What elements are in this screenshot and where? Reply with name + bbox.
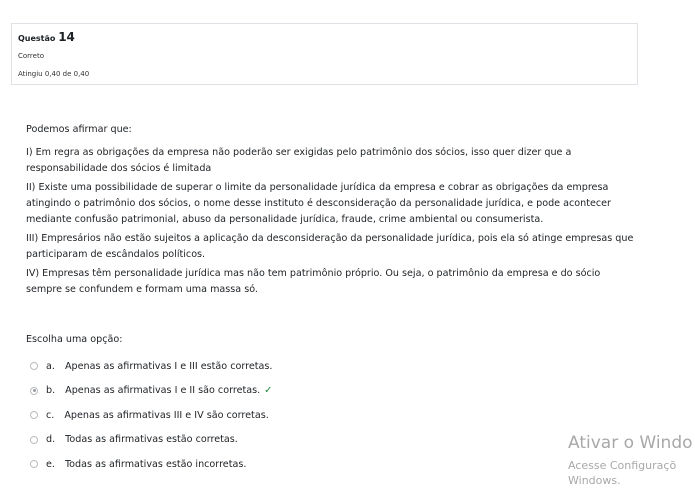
- question-label: Questão: [18, 34, 56, 43]
- option-c[interactable]: [30, 407, 273, 423]
- radio-e[interactable]: [30, 460, 38, 468]
- radio-a[interactable]: [30, 362, 38, 370]
- statement-4: IV) Empresas têm personalidade jurídica mas não tem patrimônio próprio. Ou seja, o patrimônio da empresa e do sócio sempre se confundem e formam uma massa só.: [26, 268, 601, 295]
- option-letter: a.: [46, 360, 55, 372]
- watermark-title: Ativar o Windo: [568, 433, 693, 453]
- option-text: Todas as afirmativas estão incorretas.: [64, 458, 247, 470]
- watermark-line-2: Windows.: [568, 474, 621, 487]
- question-info-box: [11, 23, 638, 85]
- statement-3: III) Empresários não estão sujeitos a aplicação da desconsideração da personalidade jurídica, pois ela só atinge empresas que participaram de escândalos políticos.: [26, 233, 634, 260]
- option-text: Apenas as afirmativas I e II são corretas.: [65, 385, 261, 396]
- statement-2: II) Existe uma possibilidade de superar o limite da personalidade jurídica da empresa e cobrar as obrigações da empresa atingindo o patrimônio dos sócios, o nome desse instituto é desconsideração da personalidade jurídica, e pode acontecer mediante confusão patrimonial, abuso da personalidade jurídica, fraude, crime ambiental ou consumerista.: [26, 182, 612, 225]
- option-e[interactable]: [30, 456, 273, 472]
- statement-1: I) Em regra as obrigações da empresa não poderão ser exigidas pelo patrimônio dos sócios, isso quer dizer que a responsabilidade dos sócios é limitada: [26, 147, 572, 174]
- radio-d[interactable]: [30, 436, 38, 444]
- windows-activation-watermark: [568, 432, 693, 488]
- option-a[interactable]: [30, 358, 273, 374]
- watermark-line-1: Acesse Configuraçõ: [568, 459, 677, 472]
- option-text: Apenas as afirmativas I e III estão corretas.: [64, 360, 273, 372]
- choose-option-prompt: Escolha uma opção:: [26, 334, 123, 345]
- question-grade: Atingiu 0,40 de 0,40: [18, 70, 90, 78]
- option-letter: b.: [46, 385, 56, 396]
- option-d[interactable]: [30, 432, 273, 448]
- answer-options: [30, 358, 273, 481]
- option-b[interactable]: [30, 383, 273, 399]
- question-text: [26, 122, 636, 301]
- question-number-value: 14: [58, 30, 75, 44]
- question-number: [18, 30, 75, 44]
- checkmark-icon: ✓: [264, 385, 273, 396]
- option-letter: c.: [46, 409, 55, 421]
- question-intro: Podemos afirmar que:: [26, 124, 132, 135]
- radio-b[interactable]: [30, 387, 38, 395]
- option-letter: d.: [46, 434, 56, 445]
- option-text: Todas as afirmativas estão corretas.: [65, 434, 238, 445]
- question-state: Correto: [18, 52, 44, 60]
- option-text: Apenas as afirmativas III e IV são corretas.: [64, 409, 269, 421]
- option-letter: e.: [46, 458, 55, 470]
- radio-c[interactable]: [30, 411, 38, 419]
